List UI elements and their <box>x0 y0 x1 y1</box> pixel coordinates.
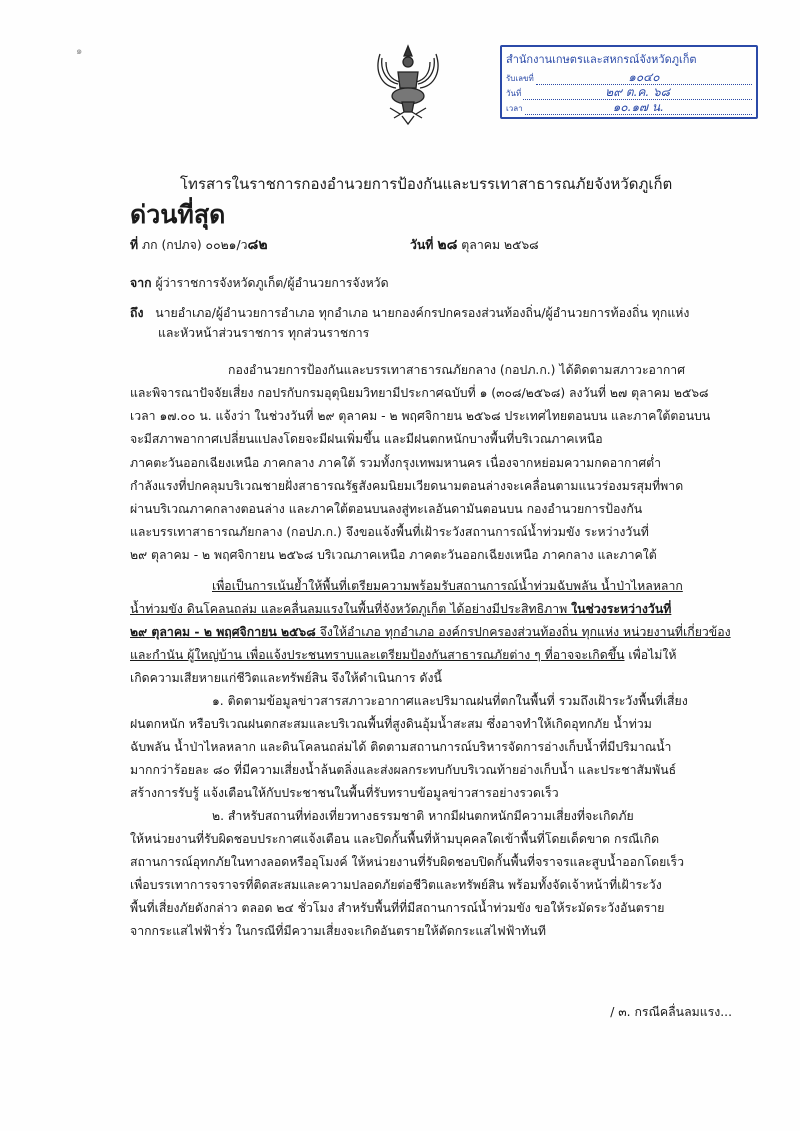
para2-line-2 <box>130 601 671 617</box>
para2-line-2-text: น้ำท่วมขัง ดินโคลนถล่ม และคลื่นลมแรงในพื้นที่จังหวัดภูเก็ต ได้อย่างมีประสิทธิภาพ <box>130 602 572 616</box>
item2-line-1: ๒. สำหรับสถานที่ท่องเที่ยวทางธรรมชาติ หากมีฝนตกหนักมีความเสี่ยงที่จะเกิดภัย <box>212 809 634 823</box>
doc-no-label: ที่ <box>130 238 139 252</box>
date-label: วันที่ <box>410 238 434 252</box>
document-date <box>410 237 539 253</box>
to-value-1: นายอำเภอ/ผู้อำนวยการอำเภอ ทุกอำเภอ นายกองค์กรปกครองส่วนท้องถิ่น/ผู้อำนวยการท้องถิ่น ทุกแห่ง <box>155 306 690 320</box>
stamp-time: ๑๐.๑๗ น. <box>525 101 752 115</box>
para2-line-3 <box>130 624 731 640</box>
para2-line-4-rest: เพื่อไม่ให้ <box>624 648 677 662</box>
para2-line-5: เกิดความเสียหายแก่ชีวิตและทรัพย์สิน จึงให้ดำเนินการ ดังนี้ <box>130 671 442 685</box>
from-label: จาก <box>130 276 152 290</box>
date-day: ๒๘ <box>437 237 458 253</box>
stamp-office: สำนักงานเกษตรและสหกรณ์จังหวัดภูเก็ต <box>506 53 697 66</box>
to-label: ถึง <box>130 306 144 320</box>
urgency-label: ด่วนที่สุด <box>130 200 226 229</box>
item2-line-4: เพื่อบรรเทาการจราจรที่ติดสะสมและความปลอดภัยต่อชีวิตและทรัพย์สิน พร้อมทั้งจัดเจ้าหน้าที่เฝ้าระวัง <box>130 878 662 892</box>
para1-line-5: ภาคตะวันออกเฉียงเหนือ ภาคกลาง ภาคใต้ รวมทั้งกรุงเทพมหานคร เนื่องจากหย่อมความกดอากาศต่ำ <box>130 456 662 470</box>
doc-no-prefix: ภก (กปภจ) ๐๐๒๑/ว <box>142 238 248 252</box>
item1-line-3: ฉับพลัน น้ำป่าไหลหลาก และดินโคลนถล่มได้ ติดตามสถานการณ์บริหารจัดการอ่างเก็บน้ำที่มีปริมาณน้ำ <box>130 740 672 754</box>
to-line <box>130 305 689 321</box>
doc-no-suffix: ๘๒ <box>247 237 268 253</box>
para1-line-2: และพิจารณาปัจจัยเสี่ยง กอปรกับกรมอุตุนิยมวิทยามีประกาศฉบับที่ ๑ (๓๐๘/๒๕๖๘) ลงวันที่ ๒๗ ตุลาคม ๒๕๖๘ <box>130 386 709 400</box>
stamp-date: ๒๙ ต.ค. ๖๘ <box>523 86 752 100</box>
from-line <box>130 275 389 291</box>
para2-line-4 <box>130 647 677 663</box>
para2-date-range: ๒๙ ตุลาคม - ๒ พฤศจิกายน ๒๕๖๘ <box>130 625 316 639</box>
document-number <box>130 237 268 253</box>
item1-line-1: ๑. ติดตามข้อมูลข่าวสารสภาวะอากาศและปริมาณฝนที่ตกในพื้นที่ รวมถึงเฝ้าระวังพื้นที่เสี่ยง <box>212 694 688 708</box>
continuation-note: / ๓. กรณีคลื่นลมแรง... <box>610 1005 732 1019</box>
para2-line-2-bold: ในช่วงระหว่างวันที่ <box>571 602 672 616</box>
para1-line-8: และบรรเทาสาธารณภัยกลาง (กอปภ.ก.) จึงขอแจ้งพื้นที่เฝ้าระวังสถานการณ์น้ำท่วมขัง ระหว่างวันที่ <box>130 525 649 539</box>
stamp-receive-no: ๑๐๔๐ <box>536 71 752 85</box>
from-value: ผู้ว่าราชการจังหวัดภูเก็ต/ผู้อำนวยการจังหวัด <box>155 276 389 290</box>
para1-line-3: เวลา ๑๗.๐๐ น. แจ้งว่า ในช่วงวันที่ ๒๙ ตุลาคม - ๒ พฤศจิกายน ๒๕๖๘ ประเทศไทยตอนบน และภาคใต้ตอนบน <box>130 409 711 423</box>
date-month-year: ตุลาคม ๒๕๖๘ <box>461 238 539 252</box>
item1-line-2: ฝนตกหนัก หรือบริเวณฝนตกสะสมและบริเวณพื้นที่สูงดินอุ้มน้ำสะสม ซึ่งอาจทำให้เกิดอุทกภัย น้ำท่วม <box>130 717 652 731</box>
para2-line-4-text: และกำนัน ผู้ใหญ่บ้าน เพื่อแจ้งประชนทราบและเตรียมป้องกันสาธารณภัยต่าง ๆ ที่อาจจะเกิดขึ้น <box>130 648 625 662</box>
item1-line-5: สร้างการรับรู้ แจ้งเตือนให้กับประชาชนในพื้นที่รับทราบข้อมูลข่าวสารอย่างรวดเร็ว <box>130 786 559 800</box>
item2-line-3: สถานการณ์อุทกภัยในทางลอดหรืออุโมงค์ ให้หน่วยงานที่รับผิดชอบปิดกั้นพื้นที่จราจรและสูบน้ำออกโดยเร็ว <box>130 855 685 869</box>
para1-line-9: ๒๙ ตุลาคม - ๒ พฤศจิกายน ๒๕๖๘ บริเวณภาคเหนือ ภาคตะวันออกเฉียงเหนือ ภาคกลาง และภาคใต้ <box>130 548 657 562</box>
stamp-receive-no-label: รับเลขที่ <box>506 74 534 83</box>
para1-line-1: กองอำนวยการป้องกันและบรรเทาสาธารณภัยกลาง (กอปภ.ก.) ได้ติดตามสภาวะอากาศ <box>228 363 686 377</box>
stamp-time-row <box>506 100 752 115</box>
para1-line-6: กำลังแรงที่ปกคลุมบริเวณชายฝั่งสาธารณรัฐสังคมนิยมเวียดนามตอนล่างจะเคลื่อนตามแนวร่องมรสุมที่พาด <box>130 479 684 493</box>
document-title: โทรสารในราชการกองอำนวยการป้องกันและบรรเทาสาธารณภัยจังหวัดภูเก็ต <box>180 175 673 193</box>
receipt-stamp <box>500 45 758 119</box>
para1-line-4: จะมีสภาพอากาศเปลี่ยนแปลงโดยจะมีฝนเพิ่มขึ้น และมีฝนตกหนักบางพื้นที่บริเวณภาคเหนือ <box>130 432 603 446</box>
para2-line-3-text2: หน่วยงานที่เกี่ยวข้อง <box>623 625 731 639</box>
stamp-receive-no-row <box>506 70 752 85</box>
stamp-date-label: วันที่ <box>506 89 522 98</box>
para2-line-1: เพื่อเป็นการเน้นย้ำให้พื้นที่เตรียมความพร้อมรับสถานการณ์น้ำท่วมฉับพลัน น้ำป่าไหลหลาก <box>212 579 683 593</box>
item2-line-6: จากกระแสไฟฟ้ารั่ว ในกรณีที่มีความเสี่ยงจะเกิดอันตรายให้ตัดกระแสไฟฟ้าทันที <box>130 924 546 938</box>
stamp-time-label: เวลา <box>506 104 523 113</box>
item2-line-2: ให้หน่วยงานที่รับผิดชอบประกาศแจ้งเตือน และปิดกั้นพื้นที่ห้ามบุคคลใดเข้าพื้นที่โดยเด็ดขาด กรณีเกิด <box>130 832 660 846</box>
margin-mark: ๑ <box>76 46 83 57</box>
item2-line-5: พื้นที่เสี่ยงภัยดังกล่าว ตลอด ๒๔ ชั่วโมง สำหรับพื้นที่ที่มีสถานการณ์น้ำท่วมขัง ขอให้ระมัดระวังอันตราย <box>130 901 665 915</box>
para2-line-3-text: จึงให้อำเภอ ทุกอำเภอ องค์กรปกครองส่วนท้องถิ่น ทุกแห่ง <box>315 625 623 639</box>
para1-line-7: ผ่านบริเวณภาคกลางตอนล่าง และภาคใต้ตอนบนลงสู่ทะเลอันดามันตอนบน กองอำนวยการป้องกัน <box>130 502 643 516</box>
stamp-date-row <box>506 85 752 100</box>
to-value-2: และหัวหน้าส่วนราชการ ทุกส่วนราชการ <box>158 326 370 340</box>
garuda-emblem-icon <box>372 42 444 126</box>
item1-line-4: มากกว่าร้อยละ ๘๐ ที่มีความเสี่ยงน้ำล้นตลิ่งและส่งผลกระทบกับบริเวณท้ายอ่างเก็บน้ำ และประชาสัมพันธ์ <box>130 763 677 777</box>
